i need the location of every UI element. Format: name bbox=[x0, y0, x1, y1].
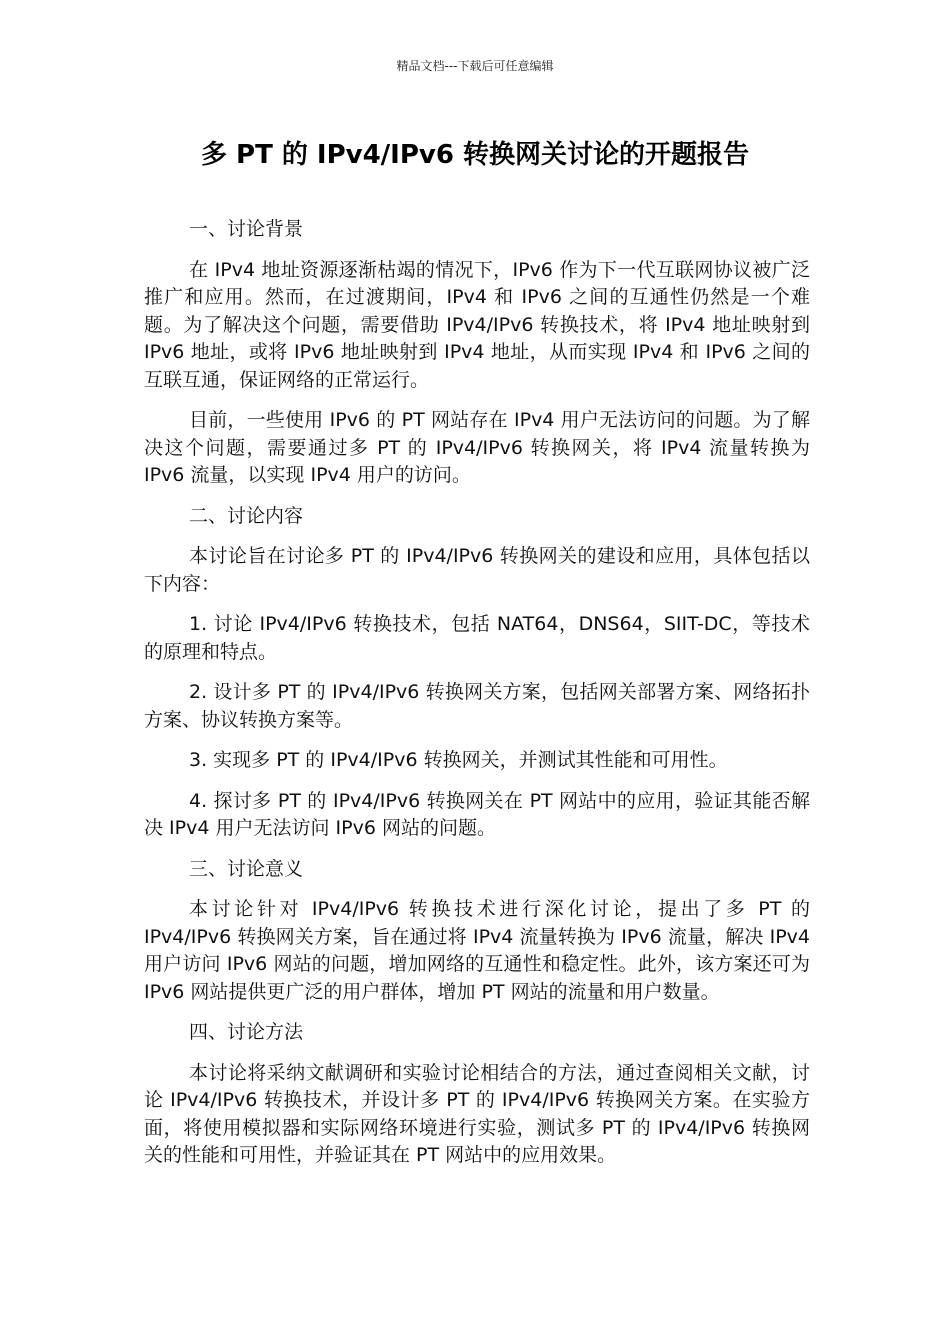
section-significance bbox=[144, 856, 810, 1007]
document-body bbox=[144, 216, 810, 1183]
section-heading: 四、讨论方法 bbox=[189, 1021, 304, 1043]
list-item: 3. 实现多 PT 的 IPv4/IPv6 转换网关，并测试其性能和可用性。 bbox=[189, 749, 728, 771]
paragraph: 在 IPv4 地址资源逐渐枯竭的情况下，IPv6 作为下一代互联网协议被广泛推广和应用。然而，在过渡期间，IPv4 和 IPv6 之间的互通性仍然是一个难题。为了解决这个问题，需要借助 IPv4/IPv6 转换技术，将 IPv4 地址映射到 IPv6 地址，或将 IPv6 地址映射到 IPv4 地址，从而实现 IPv4 和 IPv6 之间的互联互通，保证网络的正常运行。 bbox=[144, 258, 810, 391]
section-content bbox=[144, 503, 810, 843]
paragraph: 目前，一些使用 IPv6 的 PT 网站存在 IPv4 用户无法访问的问题。为了解决这个问题，需要通过多 PT 的 IPv4/IPv6 转换网关，将 IPv4 流量转换为 IPv6 流量，以实现 IPv4 用户的访问。 bbox=[144, 409, 810, 486]
section-heading: 三、讨论意义 bbox=[189, 857, 304, 880]
paragraph: 本讨论旨在讨论多 PT 的 IPv4/IPv6 转换网关的建设和应用，具体包括以下内容： bbox=[144, 545, 810, 595]
paragraph: 本讨论针对 IPv4/IPv6 转换技术进行深化讨论，提出了多 PT 的 IPv4/IPv6 转换网关方案，旨在通过将 IPv4 流量转换为 IPv6 流量，解决 IPv4 用户访问 IPv6 网站的问题，增加网络的互通性和稳定性。此外，该方案还可为 IPv6 网站提供更广泛的用户群体，增加 PT 网站的流量和用户数量。 bbox=[144, 898, 810, 1003]
section-method bbox=[144, 1019, 810, 1170]
section-heading: 一、讨论背景 bbox=[189, 218, 304, 240]
list-item: 2. 设计多 PT 的 IPv4/IPv6 转换网关方案，包括网关部署方案、网络拓扑方案、协议转换方案等。 bbox=[144, 681, 810, 731]
list-item: 4. 探讨多 PT 的 IPv4/IPv6 转换网关在 PT 网站中的应用，验证其能否解决 IPv4 用户无法访问 IPv6 网站的问题。 bbox=[144, 789, 810, 839]
document-title: 多 PT 的 IPv4/IPv6 转换网关讨论的开题报告 bbox=[200, 140, 750, 170]
paragraph: 本讨论将采纳文献调研和实验讨论相结合的方法，通过查阅相关文献，讨论 IPv4/IPv6 转换技术，并设计多 PT 的 IPv4/IPv6 转换网关方案。在实验方面，将使用模拟器和实际网络环境进行实验，测试多 PT 的 IPv4/IPv6 转换网关的性能和可用性，并验证其在 PT 网站中的应用效果。 bbox=[144, 1061, 810, 1166]
page-header: 精品文档---下载后可任意编辑 bbox=[396, 59, 554, 73]
section-background bbox=[144, 216, 810, 490]
section-heading: 二、讨论内容 bbox=[189, 504, 304, 527]
list-item: 1. 讨论 IPv4/IPv6 转换技术，包括 NAT64，DNS64，SIIT-DC，等技术的原理和特点。 bbox=[144, 613, 810, 663]
